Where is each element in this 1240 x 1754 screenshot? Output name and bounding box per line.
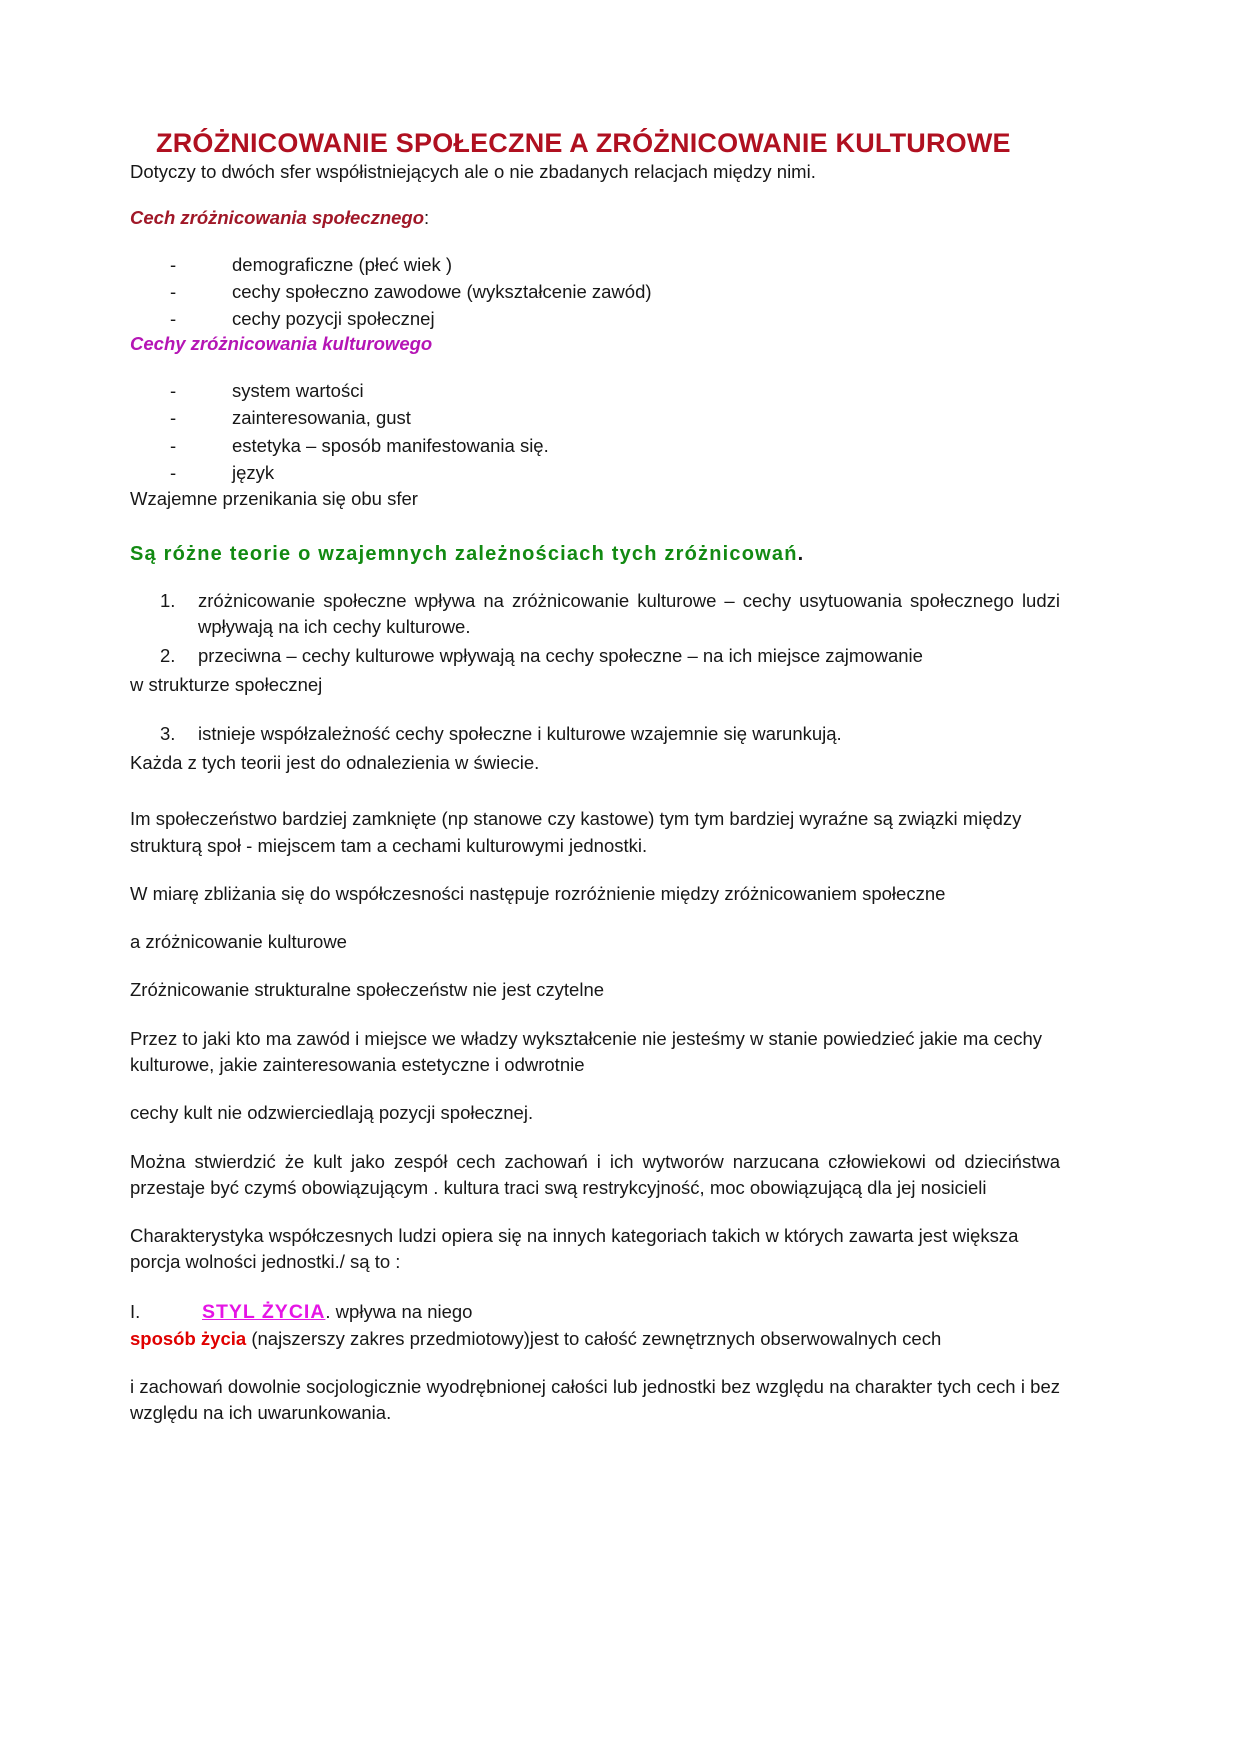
theories-list-continued: [130, 721, 1060, 748]
list-item-label: cechy pozycji społecznej: [232, 308, 435, 330]
lifestyle-definition-line: [130, 1326, 1060, 1352]
sposob-zycia-term: sposób życia: [130, 1327, 247, 1349]
theory-two-continuation: w strukturze społecznej: [130, 673, 323, 695]
document-content: [130, 128, 1060, 1427]
social-features-list: [130, 251, 1060, 333]
dash-marker-icon: -: [170, 379, 177, 401]
lifestyle-definition-rest: (najszerszy zakres przedmiotowy)jest to całość zewnętrznych obserwowalnych cech: [246, 1327, 942, 1349]
list-item: [160, 721, 1060, 748]
styl-zycia-highlight: STYL ŻYCIA: [202, 1300, 326, 1323]
paragraph-modernity: W miarę zbliżania się do współczesności następuje rozróżnienie między zróżnicowaniem społeczne: [130, 882, 946, 904]
subtitle-line: Dotyczy to dwóch sfer współistniejących ale o nie zbadanych relacjach między nimi.: [130, 161, 816, 183]
theories-heading-text: Są różne teorie o wzajemnych zależnościach tych zróżnicowań: [130, 542, 798, 565]
lifestyle-final-paragraph: i zachowań dowolnie socjologicznie wyodrębnionej całości lub jednostki bez względu na charakter tych cech i bez względu na ich uwarunkowania.: [130, 1376, 1060, 1424]
list-item-label: cechy społeczno zawodowe (wykształcenie zawód): [232, 281, 652, 303]
list-item: [170, 305, 1060, 332]
dash-marker-icon: -: [170, 253, 177, 275]
list-item: [170, 432, 1060, 459]
paragraph-culture-set-of-traits: Można stwierdzić że kult jako zespół cech zachowań i ich wytworów narzucana człowiekowi od dzieciństwa przestaje być czymś obowiązującym . kultura traci swą restrykcyjność, moc obowiązującą dla jej nosicieli: [130, 1150, 1060, 1198]
list-item-label: przeciwna – cechy kulturowe wpływają na cechy społeczne – na ich miejsce zajmowanie: [198, 645, 923, 667]
theories-heading: [130, 543, 1060, 566]
dash-marker-icon: -: [170, 407, 177, 429]
list-item-label: system wartości: [232, 379, 364, 401]
list-item-label: zainteresowania, gust: [232, 407, 411, 429]
dash-marker-icon: -: [170, 308, 177, 330]
list-item-number: 3.: [160, 722, 176, 744]
list-item: [170, 377, 1060, 404]
dash-marker-icon: -: [170, 461, 177, 483]
list-item: [160, 588, 1060, 642]
list-item: [170, 278, 1060, 305]
social-differentiation-label: [130, 207, 1060, 229]
list-item: [170, 459, 1060, 486]
paragraph-culture-not-reflecting: cechy kult nie odzwierciedlają pozycji społecznej.: [130, 1102, 534, 1124]
cultural-features-list: [130, 377, 1060, 487]
list-item-label: istnieje współzależność cechy społeczne i kulturowe wzajemnie się warunkują.: [198, 722, 842, 744]
list-item: [170, 251, 1060, 278]
theories-closing-line: Każda z tych teorii jest do odnalezienia w świecie.: [130, 751, 540, 773]
cultural-differentiation-label: Cechy zróżnicowania kulturowego: [130, 332, 433, 354]
theories-list: [130, 588, 1060, 670]
list-item-label: estetyka – sposób manifestowania się.: [232, 434, 549, 456]
paragraph-profession-power: Przez to jaki kto ma zawód i miejsce we władzy wykształcenie nie jesteśmy w stanie powiedzieć jakie ma cechy kulturowe, jakie zainteresowania estetyczne i odwrotnie: [130, 1027, 1042, 1075]
paragraph-closed-society: Im społeczeństwo bardziej zamknięte (np stanowe czy kastowe) tym tym bardziej wyraźne są związki między strukturą społ - miejscem tam a cechami kulturowymi jednostki.: [130, 808, 1022, 856]
list-item-number: 2.: [160, 645, 176, 667]
social-label-text: Cech zróżnicowania społecznego: [130, 206, 425, 228]
theories-heading-period: .: [797, 542, 804, 565]
list-item-label: demograficzne (płeć wiek ): [232, 253, 453, 275]
list-item-label: zróżnicowanie społeczne wpływa na zróżnicowanie kulturowe – cechy usytuowania społecznego ludzi wpływają na ich cechy kulturowe.: [198, 589, 1060, 638]
list-item-label: język: [232, 461, 275, 483]
lifestyle-heading-row: [130, 1298, 1060, 1326]
list-item: [170, 404, 1060, 431]
lifestyle-after-text: . wpływa na niego: [325, 1300, 473, 1322]
list-item: [160, 643, 1060, 670]
paragraph-cultural-differentiation: a zróżnicowanie kulturowe: [130, 931, 347, 953]
interpenetration-line: Wzajemne przenikania się obu sfer: [130, 488, 418, 510]
list-item-number: 1.: [160, 589, 176, 611]
social-label-colon: :: [424, 206, 430, 228]
dash-marker-icon: -: [170, 281, 177, 303]
page-title: ZRÓŻNICOWANIE SPOŁECZNE A ZRÓŻNICOWANIE KULTUROWE: [156, 128, 1011, 158]
paragraph-characteristics: Charakterystyka współczesnych ludzi opiera się na innych kategoriach takich w których zawarta jest większa porcja wolności jednostki./ są to :: [130, 1225, 1019, 1273]
paragraph-structural-differentiation: Zróżnicowanie strukturalne społeczeństw nie jest czytelne: [130, 979, 605, 1001]
roman-number: I.: [130, 1300, 141, 1322]
dash-marker-icon: -: [170, 434, 177, 456]
